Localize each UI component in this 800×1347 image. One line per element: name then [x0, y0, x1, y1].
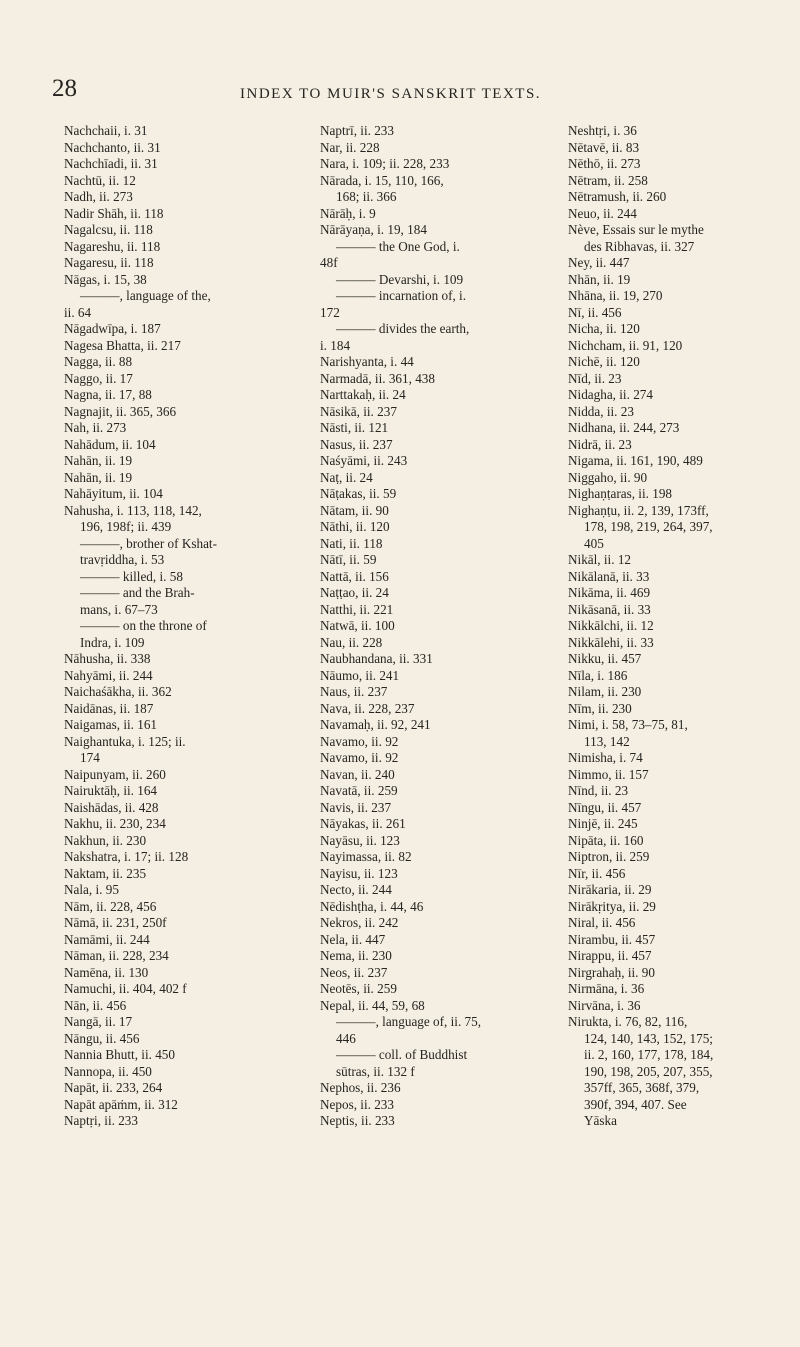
- index-entry-line: Nīla, i. 186: [568, 667, 628, 683]
- index-entry-line: Nahyāmi, ii. 244: [64, 667, 153, 683]
- index-entry-line: Nidrā, ii. 23: [568, 436, 632, 452]
- index-entry-line: Nau, ii. 228: [320, 634, 383, 650]
- index-entry-line: 124, 140, 143, 152, 175;: [584, 1030, 713, 1046]
- index-entry-line: Nahāyitum, ii. 104: [64, 486, 163, 501]
- index-entry-line: Nimi, i. 58, 73–75, 81,: [568, 717, 688, 732]
- index-entry-line: Natthi, ii. 221: [320, 601, 394, 617]
- index-entry-line: Nahān, ii. 19: [64, 469, 133, 485]
- index-entry-line: ——— coll. of Buddhist: [336, 1047, 468, 1062]
- index-entry-line: Nadir Shāh, ii. 118: [64, 205, 164, 221]
- index-entry-line: Nikkālchi, ii. 12: [568, 618, 654, 633]
- index-entry-line: Nakshatra, i. 17; ii. 128: [64, 849, 189, 864]
- index-entry-line: Nirākaria, ii. 29: [568, 882, 652, 897]
- index-entry-line: Nagareshu, ii. 118: [64, 238, 161, 254]
- index-entry-line: Nikkālehi, ii. 33: [568, 634, 654, 650]
- index-entry-line: Nīm, ii. 230: [568, 700, 632, 716]
- index-entry-line: Nala, i. 95: [64, 882, 119, 897]
- index-entry-line: Naigamas, ii. 161: [64, 717, 158, 732]
- index-entry-line: Nela, ii. 447: [320, 931, 386, 947]
- running-title: INDEX TO MUIR'S SANSKRIT TEXTS.: [240, 86, 542, 102]
- index-entry-line: Nagga, ii. 88: [64, 354, 133, 369]
- index-entry-line: 446: [336, 1030, 356, 1046]
- index-entry-line: ii. 64: [64, 304, 92, 320]
- index-entry-line: Naṭṭao, ii. 24: [320, 585, 389, 600]
- index-entry-line: Neuo, ii. 244: [568, 205, 637, 221]
- index-entry-line: 390f, 394, 407. See: [584, 1096, 687, 1112]
- index-entry-line: Nētramush, ii. 260: [568, 189, 667, 204]
- index-entry-line: Nāsikā, ii. 237: [320, 403, 397, 419]
- index-entry-line: Naptṛi, ii. 233: [64, 1113, 138, 1128]
- index-entry-line: Neptis, ii. 233: [320, 1113, 395, 1128]
- index-entry-line: des Ribhavas, ii. 327: [584, 238, 695, 254]
- index-entry-line: Nīngu, ii. 457: [568, 799, 642, 815]
- index-entry-line: ——— and the Brah-: [80, 585, 195, 600]
- index-entry-line: Nāyakas, ii. 261: [320, 816, 406, 831]
- index-entry-line: 168; ii. 366: [336, 189, 397, 204]
- index-entry-line: Nām, ii. 228, 456: [64, 898, 157, 914]
- index-entry-line: Necto, ii. 244: [320, 882, 392, 897]
- index-entry-line: Nidagha, ii. 274: [568, 387, 653, 402]
- index-entry-line: Nagaresu, ii. 118: [64, 255, 154, 270]
- index-entry-line: Naidānas, ii. 187: [64, 700, 154, 716]
- index-entry-line: 196, 198f; ii. 439: [80, 519, 172, 534]
- index-entry-line: Navan, ii. 240: [320, 766, 395, 782]
- index-entry-line: Nati, ii. 118: [320, 535, 383, 551]
- index-entry-line: Nhān, ii. 19: [568, 271, 631, 287]
- index-entry-line: Naubhandana, ii. 331: [320, 651, 433, 666]
- index-entry-line: Naggo, ii. 17: [64, 370, 133, 386]
- index-entry-line: 48f: [320, 255, 338, 270]
- index-entry-line: Nidhana, ii. 244, 273: [568, 420, 680, 435]
- index-entry-line: Niggaho, ii. 90: [568, 469, 648, 485]
- index-entry-line: Neshtṛi, i. 36: [568, 123, 637, 138]
- index-entry-line: Nirappu, ii. 457: [568, 948, 652, 963]
- index-entry-line: Nighaṇṭaras, ii. 198: [568, 486, 673, 501]
- index-entry-line: ———, language of the,: [80, 288, 211, 303]
- index-entry-line: Nagnajit, ii. 365, 366: [64, 403, 177, 419]
- index-entry-line: Nagalcsu, ii. 118: [64, 222, 153, 237]
- index-entry-line: Nirukta, i. 76, 82, 116,: [568, 1014, 688, 1029]
- index-entry-line: Nīd, ii. 23: [568, 370, 622, 386]
- index-entry-line: ——— divides the earth,: [336, 321, 470, 336]
- index-entry-line: ——— Devarshi, i. 109: [336, 271, 464, 287]
- index-entry-line: Nāumo, ii. 241: [320, 667, 400, 683]
- index-entry-line: Nagna, ii. 17, 88: [64, 387, 152, 402]
- index-entry-line: Nayisu, ii. 123: [320, 865, 398, 881]
- index-entry-line: ——— the One God, i.: [336, 238, 460, 254]
- index-entry-line: sūtras, ii. 132 f: [336, 1063, 415, 1079]
- index-entry-line: Nilam, ii. 230: [568, 684, 642, 699]
- index-entry-line: Nīnd, ii. 23: [568, 783, 629, 798]
- index-entry-line: Naipunyam, ii. 260: [64, 766, 166, 782]
- index-entry-line: Nachchīadi, ii. 31: [64, 156, 158, 171]
- index-entry-line: Indra, i. 109: [80, 634, 145, 650]
- index-entry-line: Narmadā, ii. 361, 438: [320, 370, 435, 386]
- index-entry-line: Namēna, ii. 130: [64, 964, 149, 980]
- index-entry-line: Nāgas, i. 15, 38: [64, 271, 147, 287]
- index-entry-line: Nidda, ii. 23: [568, 403, 634, 419]
- index-entry-line: Nayāsu, ii. 123: [320, 832, 400, 848]
- index-entry-line: Ninjē, ii. 245: [568, 816, 638, 831]
- index-entry-line: i. 184: [320, 337, 351, 353]
- index-entry-line: Nārada, i. 15, 110, 166,: [320, 172, 444, 188]
- index-entry-line: Navamo, ii. 92: [320, 733, 399, 749]
- index-entry-line: Nannopa, ii. 450: [64, 1063, 152, 1079]
- index-entry-line: Nah, ii. 273: [64, 420, 127, 435]
- index-entry-line: Nāngu, ii. 456: [64, 1030, 140, 1046]
- index-entry-line: Nirmāna, i. 36: [568, 981, 645, 996]
- index-entry-line: 113, 142: [584, 733, 630, 749]
- index-entry-line: Nikāma, ii. 469: [568, 585, 651, 600]
- index-entry-line: Nirgrahaḥ, ii. 90: [568, 964, 655, 980]
- index-entry-line: 190, 198, 205, 207, 355,: [584, 1063, 713, 1079]
- page-number: 28: [52, 75, 77, 102]
- index-entry-line: Nāṭakas, ii. 59: [320, 486, 397, 501]
- index-entry-line: 172: [320, 304, 340, 320]
- index-entry-line: Nicha, ii. 120: [568, 321, 640, 336]
- index-entry-line: Nirvāna, i. 36: [568, 997, 641, 1013]
- index-entry-line: Nannia Bhutt, ii. 450: [64, 1047, 175, 1062]
- index-entry-line: Neos, ii. 237: [320, 964, 388, 980]
- index-entry-line: Navatā, ii. 259: [320, 783, 398, 798]
- index-entry-line: Nāmā, ii. 231, 250f: [64, 915, 167, 930]
- index-entry-line: Nangā, ii. 17: [64, 1014, 133, 1029]
- index-entry-line: Nāhusha, ii. 338: [64, 651, 151, 666]
- index-entry-line: Nema, ii. 230: [320, 948, 392, 963]
- index-column-3: [568, 123, 768, 1130]
- index-entry-line: Niptron, ii. 259: [568, 849, 650, 864]
- index-entry-line: Napāt apāṁm, ii. 312: [64, 1096, 178, 1112]
- index-entry-line: Nadh, ii. 273: [64, 189, 133, 204]
- index-entry-line: Nachchanto, ii. 31: [64, 139, 161, 155]
- index-entry-line: Nikāsanā, ii. 33: [568, 601, 651, 617]
- index-entry-line: Nārāḥ, i. 9: [320, 205, 376, 221]
- index-entry-line: Nachtū, ii. 12: [64, 172, 136, 188]
- index-entry-line: Nachchaii, i. 31: [64, 123, 148, 138]
- index-entry-line: Nāsti, ii. 121: [320, 420, 389, 435]
- index-entry-line: 405: [584, 535, 604, 551]
- index-entry-line: Namāmi, ii. 244: [64, 931, 150, 947]
- index-entry-line: Nepal, ii. 44, 59, 68: [320, 997, 425, 1013]
- index-column-1: [64, 123, 312, 1130]
- index-entry-line: Nasus, ii. 237: [320, 436, 393, 452]
- index-entry-line: ——— incarnation of, i.: [336, 288, 467, 303]
- index-entry-line: Nava, ii. 228, 237: [320, 700, 415, 716]
- index-entry-line: Ney, ii. 447: [568, 255, 630, 270]
- index-entry-line: Nēthō, ii. 273: [568, 156, 641, 171]
- index-entry-line: Nīr, ii. 456: [568, 865, 626, 881]
- index-entry-line: Nātī, ii. 59: [320, 552, 377, 567]
- index-entry-line: Neotēs, ii. 259: [320, 981, 397, 996]
- index-entry-line: Nikālanā, ii. 33: [568, 568, 650, 584]
- index-entry-line: Nāman, ii. 228, 234: [64, 948, 169, 963]
- index-entry-line: Nepos, ii. 233: [320, 1096, 394, 1112]
- index-entry-line: 178, 198, 219, 264, 397,: [584, 519, 713, 534]
- index-entry-line: Nirambu, ii. 457: [568, 931, 656, 947]
- index-entry-line: Nāgadwīpa, i. 187: [64, 321, 161, 336]
- index-entry-line: Nimmo, ii. 157: [568, 766, 649, 782]
- index-entry-line: Nève, Essais sur le mythe: [568, 222, 704, 237]
- index-entry-line: Nahādum, ii. 104: [64, 436, 156, 452]
- index-entry-line: Navamaḥ, ii. 92, 241: [320, 717, 431, 732]
- index-entry-line: Naṭ, ii. 24: [320, 469, 373, 485]
- index-entry-line: Nattā, ii. 156: [320, 568, 389, 584]
- index-entry-line: Nahān, ii. 19: [64, 453, 133, 468]
- index-entry-line: ——— killed, i. 58: [80, 568, 183, 584]
- index-entry-line: Nētram, ii. 258: [568, 172, 648, 188]
- index-entry-line: Narttakaḥ, ii. 24: [320, 387, 406, 402]
- index-entry-line: Nar, ii. 228: [320, 139, 380, 155]
- index-entry-line: Nichcham, ii. 91, 120: [568, 337, 683, 353]
- index-entry-line: travṛiddha, i. 53: [80, 552, 165, 567]
- index-entry-line: Naighantuka, i. 125; ii.: [64, 733, 186, 749]
- index-entry-line: Nahusha, i. 113, 118, 142,: [64, 502, 202, 518]
- index-entry-line: Nhāna, ii. 19, 270: [568, 288, 663, 303]
- index-entry-line: Nirākṛitya, ii. 29: [568, 898, 656, 914]
- index-entry-line: Nātam, ii. 90: [320, 502, 389, 518]
- index-entry-line: Naus, ii. 237: [320, 684, 388, 699]
- index-entry-line: Nekros, ii. 242: [320, 915, 399, 930]
- index-entry-line: Nikku, ii. 457: [568, 651, 642, 666]
- index-entry-line: Naishādas, ii. 428: [64, 799, 159, 815]
- index-entry-line: Naichaśākha, ii. 362: [64, 684, 172, 699]
- index-columns: [0, 123, 800, 1323]
- index-column-2: [320, 123, 560, 1130]
- index-entry-line: Navis, ii. 237: [320, 799, 392, 815]
- index-entry-line: Naktam, ii. 235: [64, 865, 147, 881]
- index-entry-line: Namuchi, ii. 404, 402 f: [64, 981, 187, 996]
- index-entry-line: Nighaṇṭu, ii. 2, 139, 173ff,: [568, 502, 709, 518]
- index-entry-line: Nī, ii. 456: [568, 304, 622, 320]
- index-entry-line: Nairuktāḥ, ii. 164: [64, 783, 158, 798]
- index-entry-line: Nayimassa, ii. 82: [320, 849, 412, 864]
- index-entry-line: Navamo, ii. 92: [320, 750, 399, 765]
- index-entry-line: Nāthi, ii. 120: [320, 519, 390, 534]
- index-entry-line: Nēdishṭha, i. 44, 46: [320, 898, 424, 914]
- index-entry-line: 174: [80, 750, 100, 765]
- index-entry-line: ii. 2, 160, 177, 178, 184,: [584, 1047, 714, 1062]
- index-entry-line: Napāt, ii. 233, 264: [64, 1080, 163, 1095]
- index-entry-line: Nārāyaṇa, i. 19, 184: [320, 222, 427, 237]
- index-entry-line: Nētavē, ii. 83: [568, 139, 640, 155]
- index-entry-line: Nakhu, ii. 230, 234: [64, 816, 166, 831]
- index-entry-line: Nakhun, ii. 230: [64, 832, 147, 848]
- index-entry-line: Nephos, ii. 236: [320, 1080, 401, 1095]
- index-entry-line: 357ff, 365, 368f, 379,: [584, 1080, 700, 1095]
- index-entry-line: Nikāl, ii. 12: [568, 552, 632, 567]
- index-entry-line: ———, language of, ii. 75,: [336, 1014, 482, 1029]
- index-entry-line: Nagesa Bhatta, ii. 217: [64, 337, 181, 353]
- index-entry-line: Niral, ii. 456: [568, 915, 636, 930]
- index-entry-line: Naśyāmi, ii. 243: [320, 453, 408, 468]
- index-entry-line: Natwā, ii. 100: [320, 618, 395, 633]
- index-entry-line: Nipāta, ii. 160: [568, 832, 644, 848]
- index-entry-line: Narishyanta, i. 44: [320, 354, 414, 369]
- index-entry-line: Nara, i. 109; ii. 228, 233: [320, 156, 450, 171]
- index-entry-line: Nimisha, i. 74: [568, 750, 643, 765]
- index-entry-line: mans, i. 67–73: [80, 601, 158, 617]
- index-entry-line: Yāska: [584, 1113, 617, 1128]
- index-entry-line: ———, brother of Kshat-: [80, 535, 217, 551]
- index-entry-line: Naptrī, ii. 233: [320, 123, 394, 138]
- index-entry-line: Nān, ii. 456: [64, 997, 127, 1013]
- index-entry-line: ——— on the throne of: [80, 618, 207, 633]
- index-entry-line: Nigama, ii. 161, 190, 489: [568, 453, 703, 468]
- index-entry-line: Nichē, ii. 120: [568, 354, 640, 369]
